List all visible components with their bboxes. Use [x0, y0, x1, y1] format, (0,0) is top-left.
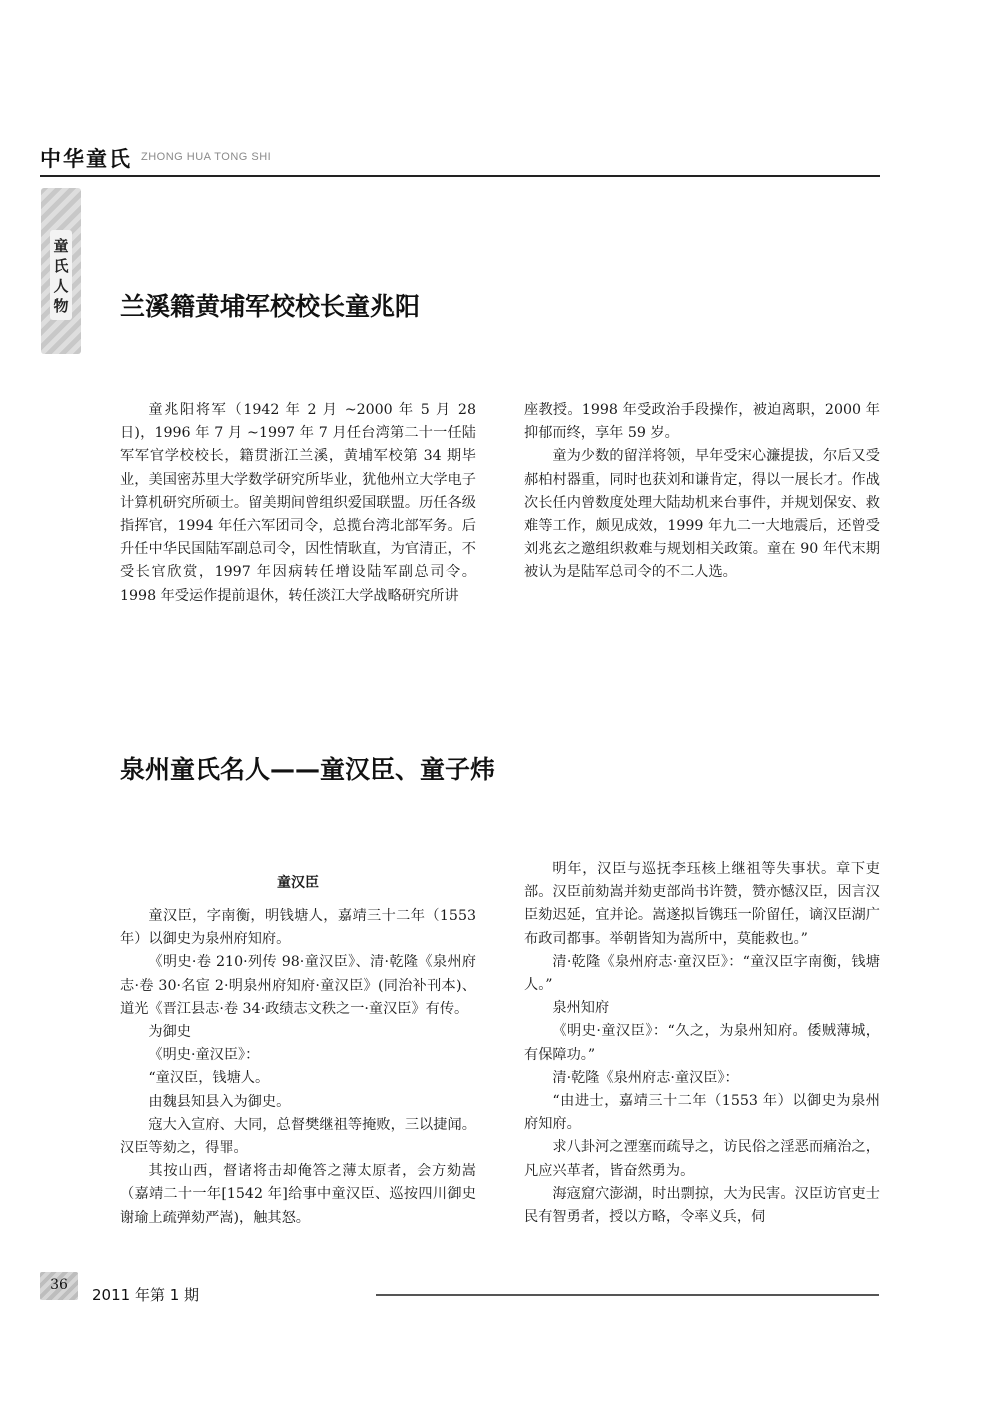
footer-rule: [376, 1294, 879, 1296]
magazine-title-en: ZHONG HUA TONG SHI: [141, 151, 272, 163]
paragraph: 明年，汉臣与巡抚李珏核上继祖等失事状。章下吏部。汉臣前劾嵩并劾吏部尚书许赞，赞亦憾汉臣，因言汉臣劾迟延，宜并论。嵩遂拟旨镌珏一阶留任，谪汉臣湖广布政司都事。举朝皆知为嵩所中，莫能救也。”: [524, 861, 880, 947]
article-subheading: 童汉臣: [277, 875, 319, 891]
paragraph: 由魏县知县入为御史。: [148, 1093, 291, 1110]
paragraph: 为御史: [148, 1024, 191, 1041]
article-title: 兰溪籍黄埔军校校长童兆阳: [120, 292, 421, 321]
paragraph: 清·乾隆《泉州府志·童汉臣》：“童汉臣字南衡，钱塘人。”: [524, 953, 880, 994]
paragraph: 求八卦河之湮塞而疏导之，访民俗之淫恶而痛治之，凡应兴革者，皆奋然勇为。: [524, 1139, 880, 1179]
paragraph: 童汉臣，字南衡，明钱塘人，嘉靖三十二年（1553 年）以御史为泉州府知府。: [120, 908, 476, 948]
paragraph: 寇大入宣府、大同，总督樊继祖等掩败，三以捷闻。汉臣等劾之，得罪。: [120, 1116, 476, 1157]
paragraph: 《明史·童汉臣》：“久之，为泉州知府。倭贼薄城，有保障功。”: [524, 1023, 880, 1063]
article-column-left: [120, 399, 476, 608]
section-tab-char: 物: [53, 297, 69, 315]
section-tab-label: [50, 236, 72, 316]
paragraph: “童汉臣，钱塘人。: [148, 1070, 270, 1087]
article-column-right: [524, 858, 880, 1229]
paragraph: 其按山西，督诸将击却俺答之薄太原者，会方劾嵩（嘉靖二十一年[1542 年]给事中童汉臣、巡按四川御史谢瑜上疏弹劾严嵩)，触其怒。: [120, 1163, 476, 1226]
magazine-title-cn: 中华童氏: [40, 147, 132, 171]
section-tab-char: 童: [53, 237, 69, 255]
page-number: 36: [50, 1277, 68, 1293]
paragraph: 清·乾隆《泉州府志·童汉臣》：: [552, 1069, 739, 1086]
article-title: 泉州童氏名人——童汉臣、童子炜: [120, 755, 496, 784]
paragraph-continued: 座教授。1998 年受政治手段操作，被迫离职，2000 年抑郁而终，享年 59 岁。: [524, 402, 880, 442]
paragraph: 泉州知府: [552, 1000, 610, 1017]
paragraph: 《明史·卷 210·列传 98·童汉臣》、清·乾隆《泉州府志·卷 30·名宦 2·明泉州府知府·童汉臣》(同治补刊本)、道光《晋江县志·卷 34·政绩志文秩之一·童汉臣》有传。: [120, 954, 476, 1017]
article-column-left: [120, 905, 476, 1230]
issue-label: 2011 年第 1 期: [92, 1286, 200, 1304]
paragraph: 童为少数的留洋将领，早年受宋心濂提拔，尔后又受郝柏村器重，同时也获刘和谦肯定，得以一展长才。作战次长任内曾数度处理大陆劫机来台事件，并规划保安、救难等工作，颇见成效，1999 年九二一大地震后，还曾受刘兆玄之邀组织救难与规划相关政策。童在 90 年代末期被认为是陆军总司令的不二人选。: [524, 448, 880, 581]
paragraph: 《明史·童汉臣》：: [148, 1047, 260, 1064]
paragraph: 童兆阳将军（1942 年 2 月 ~2000 年 5 月 28 日)，1996 年 7 月 ~1997 年 7 月任台湾第二十一任陆军军官学校校长，籍贯浙江兰溪，黄埔军校第 34 期毕业，美国密苏里大学数学研究所毕业，犹他州立大学电子计算机研究所硕士。留美期间曾组织爱国联盟。历任各级指挥官，1994 年任六军团司令，总揽台湾北部军务。后升任中华民国陆军副总司令，因性情耿直，为官清正，不受长官欣赏，1997 年因病转任增设陆军副总司令。1998 年受运作提前退休，转任淡江大学战略研究所讲: [120, 402, 476, 604]
article-column-right: [524, 399, 880, 585]
section-tab-char: 氏: [53, 257, 69, 275]
paragraph: 海寇窟穴澎湖，时出剽掠，大为民害。汉臣访官吏士民有智勇者，授以方略，令率义兵，伺: [524, 1185, 880, 1226]
section-tab-char: 人: [53, 277, 69, 295]
header-rule: [40, 175, 880, 177]
paragraph: “由进士，嘉靖三十二年（1553 年）以御史为泉州府知府。: [524, 1093, 880, 1133]
